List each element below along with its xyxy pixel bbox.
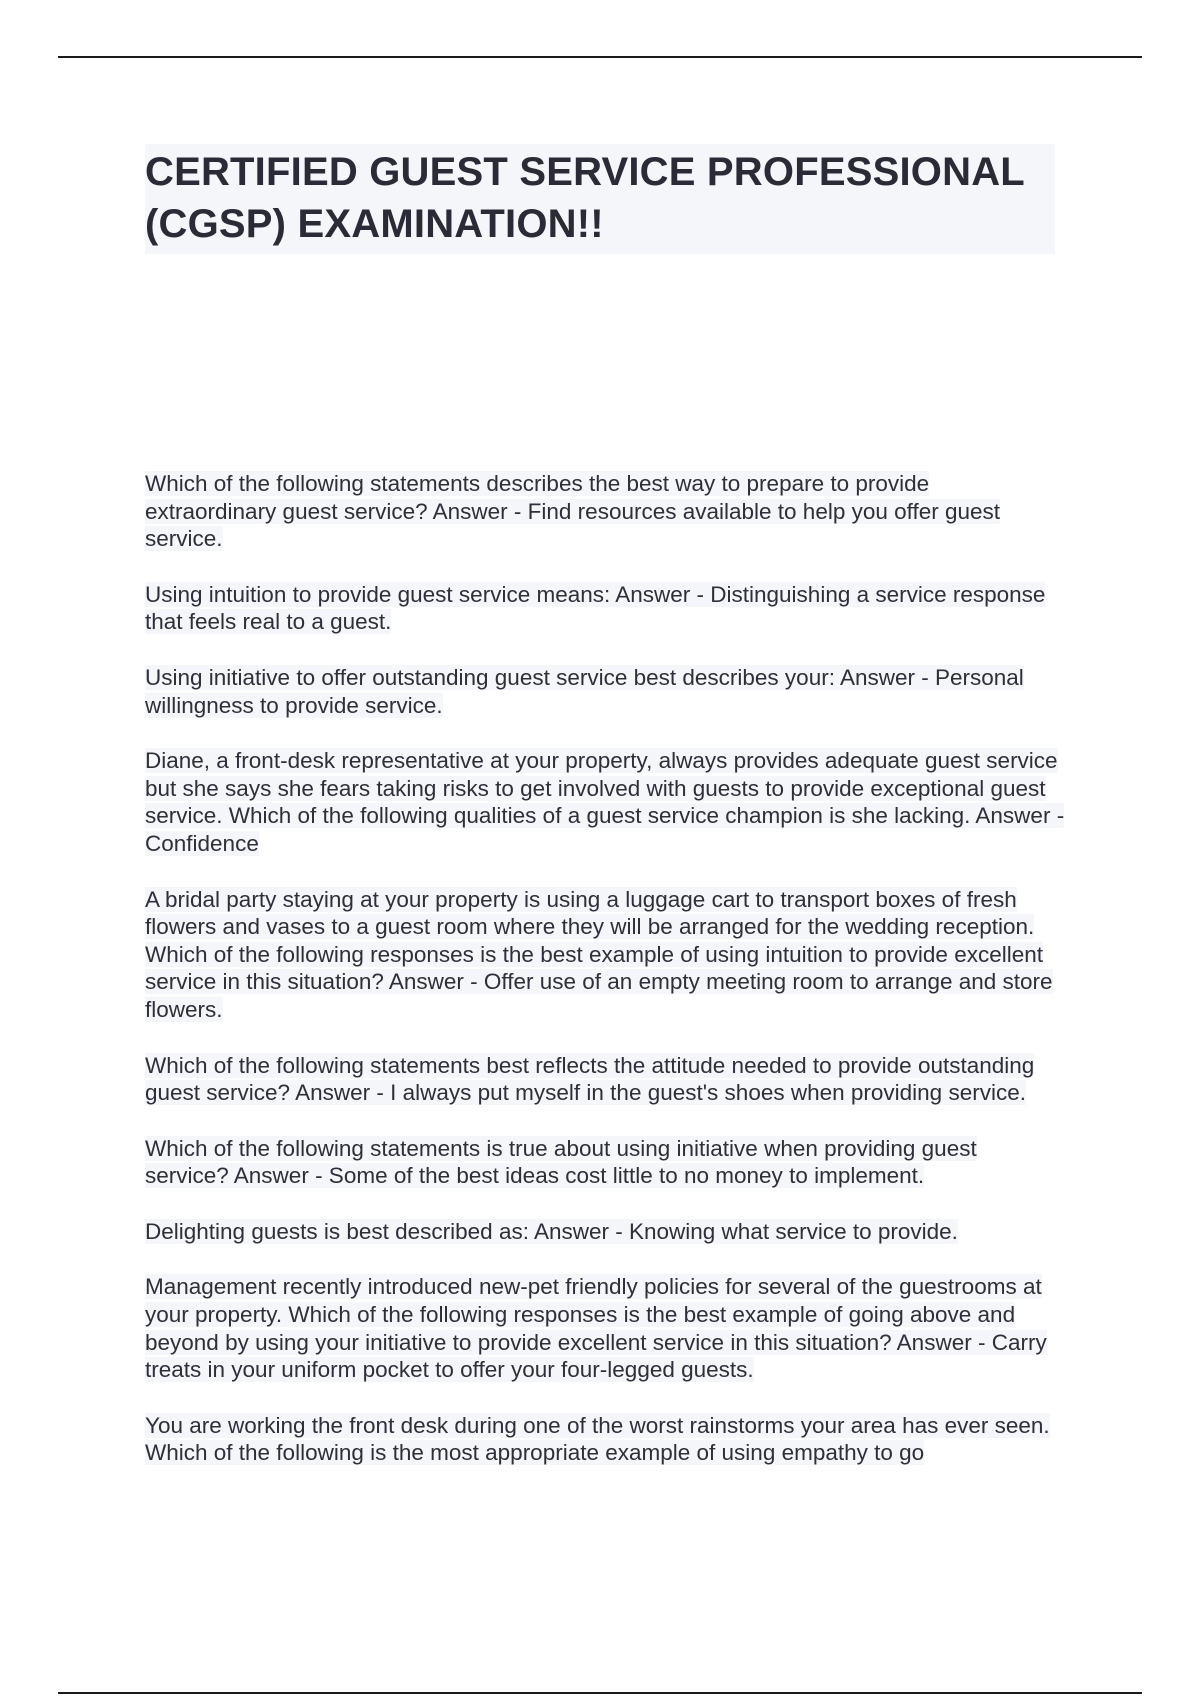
qa-item-6 [145, 1052, 1065, 1107]
qa-item-4 [145, 747, 1065, 857]
page-title [145, 144, 1055, 254]
top-rule [58, 56, 1142, 58]
qa-text: Which of the following statements describes the best way to prepare to provide extraordinary guest service? Answer - Find resources available to help you offer guest service. [145, 471, 1001, 552]
qa-text: Management recently introduced new-pet friendly policies for several of the guestrooms at your property. Which of the following responses is the best example of going above and beyond by using your initiative to provide excellent service in this situation? Answer - Carry treats in your uniform pocket to offer your four-legged guests. [145, 1274, 1047, 1383]
qa-text: Delighting guests is best described as: Answer - Knowing what service to provide. [145, 1218, 958, 1244]
qa-text: Diane, a front-desk representative at your property, always provides adequate guest service but she says she fears taking risks to get involved with guests to provide exceptional guest service. Which of the following qualities of a guest service champion is she lacking. Answer - Confidence [145, 748, 1065, 856]
qa-item-9 [145, 1273, 1065, 1383]
qa-item-8 [145, 1218, 1065, 1246]
qa-item-2 [145, 581, 1065, 636]
qa-item-1 [145, 470, 1065, 553]
qa-text: A bridal party staying at your property is using a luggage cart to transport boxes of fresh flowers and vases to a guest room where they will be arranged for the wedding reception. Which of the following responses is the best example of using intuition to provide excellent service in this situation? Answer - Offer use of an empty meeting room to arrange and store flowers. [145, 886, 1053, 1022]
page-title-text: CERTIFIED GUEST SERVICE PROFESSIONAL (CGSP) EXAMINATION!! [145, 150, 1025, 246]
qa-text: Using intuition to provide guest service means: Answer - Distinguishing a service response that feels real to a guest. [145, 581, 1046, 635]
qa-item-10 [145, 1412, 1065, 1467]
qa-text: Which of the following statements is true about using initiative when providing guest service? Answer - Some of the best ideas cost little to no money to implement. [145, 1135, 977, 1189]
qa-item-7 [145, 1135, 1065, 1190]
bottom-rule [58, 1692, 1142, 1694]
qa-text: You are working the front desk during one of the worst rainstorms your area has ever seen. Which of the following is the most appropriate example of using empathy to go [145, 1412, 1050, 1466]
qa-item-3 [145, 664, 1065, 719]
qa-text: Using initiative to offer outstanding guest service best describes your: Answer - Personal willingness to provide service. [145, 664, 1024, 718]
question-answer-list [145, 470, 1065, 1495]
qa-item-5 [145, 886, 1065, 1024]
qa-text: Which of the following statements best reflects the attitude needed to provide outstanding guest service? Answer - I always put myself in the guest's shoes when providing service. [145, 1052, 1035, 1106]
